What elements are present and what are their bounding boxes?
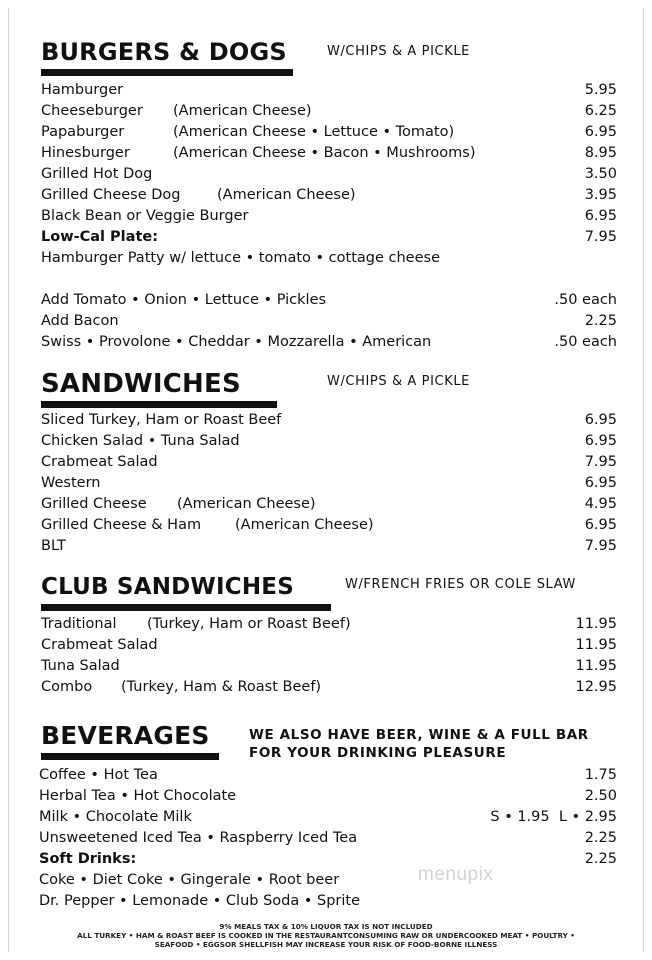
item-description: (American Cheese) xyxy=(235,517,374,533)
section-title: SANDWICHES xyxy=(41,369,241,399)
item-name: Herbal Tea • Hot Chocolate xyxy=(39,788,237,804)
item-price: 4.95 xyxy=(584,496,617,512)
item-name: Crabmeat Salad xyxy=(41,454,158,470)
menu-item xyxy=(41,431,617,452)
item-name: Cheeseburger xyxy=(41,103,143,119)
section-underline xyxy=(41,604,331,611)
menu-item xyxy=(41,248,617,269)
item-price: .50 each xyxy=(554,292,617,308)
item-name: Dr. Pepper • Lemonade • Club Soda • Sprite xyxy=(39,893,361,909)
item-name: Hamburger xyxy=(41,82,124,98)
item-name: Soft Drinks: xyxy=(39,851,137,867)
section-underline xyxy=(41,401,277,408)
menu-page xyxy=(8,8,644,952)
item-price: 2.50 xyxy=(584,788,617,804)
section-note-line-1: WE ALSO HAVE BEER, WINE & A FULL BAR xyxy=(249,727,589,743)
item-name: Sliced Turkey, Ham or Roast Beef xyxy=(41,412,282,428)
item-price: 6.95 xyxy=(584,412,617,428)
menu-item xyxy=(41,332,617,353)
menu-item xyxy=(41,536,617,557)
menu-item xyxy=(41,143,617,164)
section-note: W/CHIPS & A PICKLE xyxy=(327,374,470,389)
section-underline xyxy=(41,69,293,76)
menu-item xyxy=(41,122,617,143)
item-name: Coke • Diet Coke • Gingerale • Root beer xyxy=(39,872,340,888)
item-price: 3.95 xyxy=(584,187,617,203)
item-name: Tuna Salad xyxy=(41,658,120,674)
item-name: Black Bean or Veggie Burger xyxy=(41,208,249,224)
item-price: 11.95 xyxy=(575,637,617,653)
item-price: 6.95 xyxy=(584,208,617,224)
item-name: Hinesburger xyxy=(41,145,130,161)
section-title: BEVERAGES xyxy=(41,721,210,750)
item-name: Papaburger xyxy=(41,124,125,140)
section-note: W/CHIPS & A PICKLE xyxy=(327,44,470,59)
menu-item xyxy=(41,452,617,473)
item-description: (American Cheese • Bacon • Mushrooms) xyxy=(173,145,476,161)
item-description: (Turkey, Ham or Roast Beef) xyxy=(147,616,351,632)
menu-item xyxy=(39,870,617,891)
menu-item xyxy=(41,101,617,122)
watermark: menupix xyxy=(418,864,494,885)
item-price: 6.95 xyxy=(584,475,617,491)
item-name: Western xyxy=(41,475,101,491)
item-name: Combo xyxy=(41,679,93,695)
item-name: Swiss • Provolone • Cheddar • Mozzarella • American xyxy=(41,334,432,350)
menu-item xyxy=(41,677,617,698)
menu-item xyxy=(41,185,617,206)
item-name: Coffee • Hot Tea xyxy=(39,767,158,783)
menu-item xyxy=(41,227,617,248)
section-note: W/FRENCH FRIES OR COLE SLAW xyxy=(345,577,576,592)
item-name: Add Tomato • Onion • Lettuce • Pickles xyxy=(41,292,327,308)
menu-item xyxy=(41,206,617,227)
footer-warning-line-2: SEAFOOD • EGGSOR SHELLFISH MAY INCREASE YOUR RISK OF FOOD-BORNE ILLNESS xyxy=(154,940,498,949)
item-price: 6.25 xyxy=(584,103,617,119)
item-price: .50 each xyxy=(554,334,617,350)
item-price: 8.95 xyxy=(584,145,617,161)
menu-item xyxy=(39,765,617,786)
item-description: (American Cheese) xyxy=(173,103,312,119)
item-price: 6.95 xyxy=(584,517,617,533)
menu-item xyxy=(41,614,617,635)
item-name: Grilled Cheese xyxy=(41,496,147,512)
menu-item xyxy=(39,849,617,870)
item-price: 11.95 xyxy=(575,658,617,674)
item-price: 11.95 xyxy=(575,616,617,632)
item-price: 7.95 xyxy=(584,229,617,245)
section-header-club xyxy=(41,573,331,611)
item-description: (American Cheese • Lettuce • Tomato) xyxy=(173,124,455,140)
menu-item xyxy=(41,290,617,311)
item-name: Hamburger Patty w/ lettuce • tomato • cottage cheese xyxy=(41,250,440,266)
menu-item xyxy=(39,807,617,828)
menu-item xyxy=(41,311,617,332)
item-name: Crabmeat Salad xyxy=(41,637,158,653)
item-description: (Turkey, Ham & Roast Beef) xyxy=(121,679,322,695)
section-note-line-2: FOR YOUR DRINKING PLEASURE xyxy=(249,745,507,761)
item-price: 5.95 xyxy=(584,82,617,98)
menu-item xyxy=(41,494,617,515)
menu-item xyxy=(41,656,617,677)
footer-tax-note: 9% MEALS TAX & 10% LIQUOR TAX IS NOT INCLUDED xyxy=(219,922,433,931)
item-description: (American Cheese) xyxy=(177,496,316,512)
menu-item xyxy=(39,786,617,807)
item-price: 2.25 xyxy=(584,851,617,867)
section-header-sandwiches xyxy=(41,370,277,408)
footer-warning-line-1: ALL TURKEY • HAM & ROAST BEEF IS COOKED IN THE RESTAURANTCONSUMING RAW OR UNDERCOOKED MEAT • POULTRY • xyxy=(77,931,575,940)
menu-item xyxy=(41,473,617,494)
menu-item xyxy=(41,635,617,656)
item-name: BLT xyxy=(41,538,66,554)
menu-item xyxy=(41,80,617,101)
item-name: Grilled Cheese & Ham xyxy=(41,517,202,533)
menu-item xyxy=(41,410,617,431)
menu-item xyxy=(39,891,617,912)
item-name: Grilled Cheese Dog xyxy=(41,187,181,203)
item-price: 6.95 xyxy=(584,433,617,449)
item-name: Milk • Chocolate Milk xyxy=(39,809,192,825)
item-price: 2.25 xyxy=(584,830,617,846)
section-header-beverages xyxy=(41,722,219,760)
menu-item xyxy=(39,828,617,849)
item-price: 6.95 xyxy=(584,124,617,140)
item-name: Chicken Salad • Tuna Salad xyxy=(41,433,240,449)
item-name: Unsweetened Iced Tea • Raspberry Iced Tea xyxy=(39,830,358,846)
item-name: Add Bacon xyxy=(41,313,119,329)
item-price: S • 1.95 L • 2.95 xyxy=(490,809,617,825)
item-name: Low-Cal Plate: xyxy=(41,229,159,245)
item-price: 2.25 xyxy=(584,313,617,329)
item-price: 7.95 xyxy=(584,538,617,554)
item-price: 12.95 xyxy=(575,679,617,695)
item-price: 3.50 xyxy=(584,166,617,182)
item-price: 7.95 xyxy=(584,454,617,470)
item-name: Traditional xyxy=(41,616,117,632)
menu-item xyxy=(41,515,617,536)
section-title: BURGERS & DOGS xyxy=(41,38,287,66)
menu-item xyxy=(41,164,617,185)
section-underline xyxy=(41,753,219,760)
item-name: Grilled Hot Dog xyxy=(41,166,153,182)
section-header-burgers xyxy=(41,38,293,76)
item-price: 1.75 xyxy=(584,767,617,783)
section-title: CLUB SANDWICHES xyxy=(41,574,294,600)
item-description: (American Cheese) xyxy=(217,187,356,203)
